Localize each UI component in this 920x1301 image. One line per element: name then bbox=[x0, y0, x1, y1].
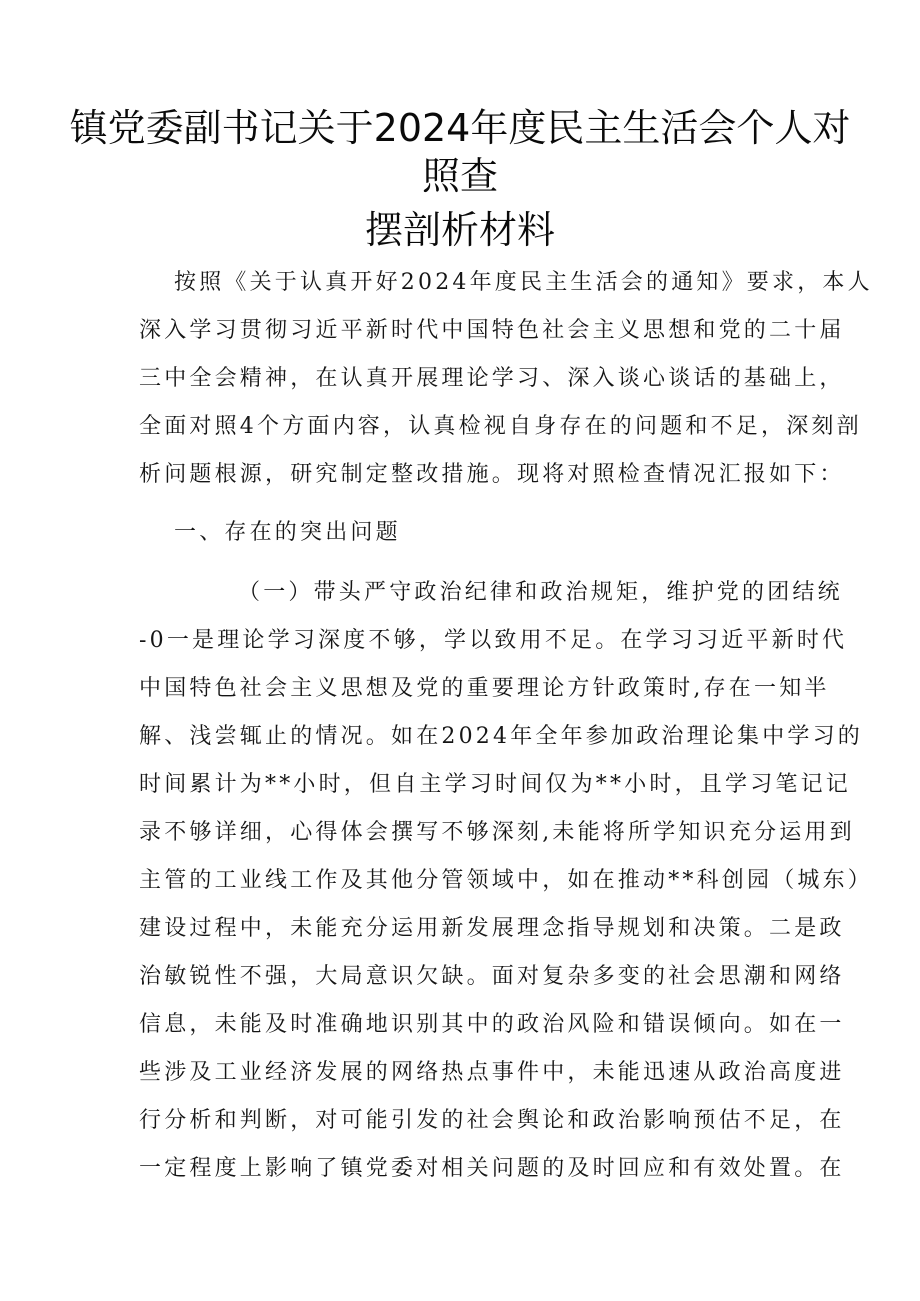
body-line-9: 中国特色社会主义思想及党的重要理论方针政策时,存在一知半 bbox=[139, 676, 830, 701]
body-line-2: 深入学习贯彻习近平新时代中国特色社会主义思想和党的二十届 bbox=[139, 318, 845, 343]
section-heading: 一、存在的突出问题 bbox=[174, 520, 401, 545]
body-line-19: 一定程度上影响了镇党委对相关问题的及时回应和有效处置。在 bbox=[139, 1156, 845, 1181]
body-line-5: 析问题根源，研究制定整改措施。现将对照检查情况汇报如下： bbox=[139, 462, 845, 487]
body-line-12: 录不够详细，心得体会撰写不够深刻,未能将所学知识充分运用到 bbox=[139, 820, 855, 845]
body-line-1: 按照《关于认真开好2024年度民主生活会的通知》要求，本人 bbox=[174, 270, 873, 295]
body-line-14: 建设过程中，未能充分运用新发展理念指导规划和决策。二是政 bbox=[139, 916, 845, 941]
document-title-line-3: 摆剖析材料 bbox=[364, 208, 555, 252]
body-line-18: 行分析和判断，对可能引发的社会舆论和政治影响预估不足，在 bbox=[139, 1108, 845, 1133]
document-title-line-2: 照查 bbox=[421, 154, 498, 198]
body-line-15: 治敏锐性不强，大局意识欠缺。面对复杂多变的社会思潮和网络 bbox=[139, 964, 845, 989]
document-title-line-1: 镇党委副书记关于2024年度民主生活会个人对 bbox=[69, 106, 851, 150]
body-line-16: 信息，未能及时准确地识别其中的政治风险和错误倾向。如在一 bbox=[139, 1012, 845, 1037]
body-line-17: 些涉及工业经济发展的网络热点事件中，未能迅速从政治高度进 bbox=[139, 1060, 845, 1085]
subsection-heading: （一）带头严守政治纪律和政治规矩，维护党的团结统 bbox=[238, 580, 843, 605]
body-line-8: -0一是理论学习深度不够，学以致用不足。在学习习近平新时代 bbox=[139, 628, 848, 653]
body-line-11: 时间累计为**小时，但自主学习时间仅为**小时，且学习笔记记 bbox=[139, 772, 852, 797]
body-line-4: 全面对照4个方面内容，认真检视自身存在的问题和不足，深刻剖 bbox=[139, 414, 862, 439]
body-line-10: 解、浅尝辄止的情况。如在2024年全年参加政治理论集中学习的 bbox=[139, 724, 863, 749]
body-line-13: 主管的工业线工作及其他分管领域中，如在推动**科创园（城东） bbox=[139, 868, 874, 893]
body-line-3: 三中全会精神，在认真开展理论学习、深入谈心谈话的基础上， bbox=[139, 366, 845, 391]
